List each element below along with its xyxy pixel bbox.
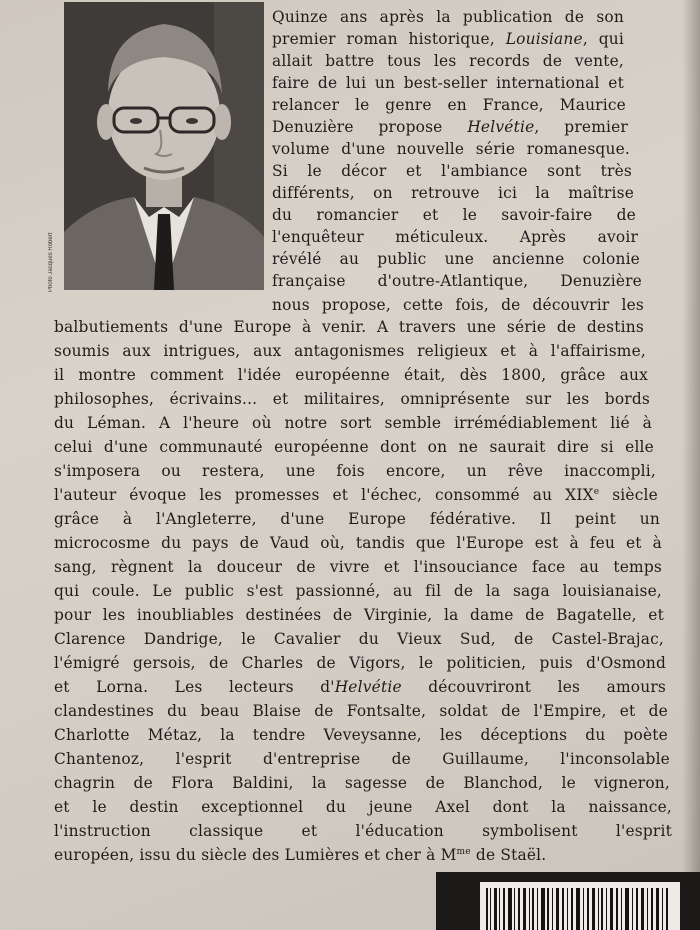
paragraph-line: nous propose, cette fois, de découvrir les <box>272 296 644 314</box>
paragraph-line: premier roman historique, Louisiane, qui <box>272 30 624 48</box>
paragraph-line: allait battre tous les records de vente, <box>272 52 624 70</box>
author-portrait-photo <box>64 2 264 290</box>
paragraph-line: microcosme du pays de Vaud où, tandis que l'Europe est à feu et à <box>54 534 662 552</box>
paragraph-line: faire de lui un best-seller international et <box>272 74 624 92</box>
paragraph-line: française d'outre-Atlantique, Denuzière <box>272 272 642 290</box>
paragraph-line: l'auteur évoque les promesses et l'échec, consommé au XIXe siècle <box>54 486 658 504</box>
paragraph-line: s'imposera ou restera, une fois encore, un rêve inaccompli, <box>54 462 656 480</box>
paragraph-line: sang, règnent la douceur de vivre et l'insouciance face au temps <box>54 558 662 576</box>
paragraph-line: du romancier et le savoir-faire de <box>272 206 636 224</box>
paragraph-line: l'émigré gersois, de Charles de Vigors, le politicien, puis d'Osmond <box>54 654 666 672</box>
paragraph-line: l'instruction classique et l'éducation symbolisent l'esprit <box>54 822 672 840</box>
paragraph-line: pour les inoubliables destinées de Virginie, la dame de Bagatelle, et <box>54 606 664 624</box>
paragraph-line: Denuzière propose Helvétie, premier <box>272 118 628 136</box>
paragraph-line: Quinze ans après la publication de son <box>272 8 624 26</box>
barcode-area <box>436 872 700 930</box>
paragraph-line: clandestines du beau Blaise de Fontsalte, soldat de l'Empire, et de <box>54 702 668 720</box>
paragraph-line: Clarence Dandrige, le Cavalier du Vieux Sud, de Castel-Brajac, <box>54 630 664 648</box>
paragraph-line: l'enquêteur méticuleux. Après avoir <box>272 228 638 246</box>
barcode-icon <box>480 882 680 930</box>
paragraph-line: philosophes, écrivains... et militaires, omniprésente sur les bords <box>54 390 650 408</box>
paragraph-line: Charlotte Métaz, la tendre Veveysanne, les déceptions du poète <box>54 726 668 744</box>
paragraph-line: volume d'une nouvelle série romanesque. <box>272 140 630 158</box>
paragraph-line: du Léman. A l'heure où notre sort semble irrémédiablement lié à <box>54 414 652 432</box>
photo-credit: Photo Jacques Robert <box>48 232 54 292</box>
paragraph-line: relancer le genre en France, Maurice <box>272 96 626 114</box>
paragraph-line-last: européen, issu du siècle des Lumières et cher à $M^{me}$ de Staël. <box>54 846 547 864</box>
paragraph-line: celui d'une communauté européenne dont on ne saurait dire si elle <box>54 438 654 456</box>
paragraph-line: Si le décor et l'ambiance sont très <box>272 162 632 180</box>
paragraph-line: Chantenoz, l'esprit d'entreprise de Guillaume, l'inconsolable <box>54 750 670 768</box>
paragraph-line: et Lorna. Les lecteurs d'Helvétie découvriront les amours <box>54 678 667 696</box>
paragraph-line: et le destin exceptionnel du jeune Axel dont la naissance, <box>54 798 672 816</box>
author-photo-block <box>48 2 264 292</box>
page-edge-shadow <box>682 0 700 930</box>
paragraph-line: chagrin de Flora Baldini, la sagesse de Blanchod, le vigneron, <box>54 774 670 792</box>
paragraph-line: il montre comment l'idée européenne était, dès 1800, grâce aux <box>54 366 648 384</box>
paragraph-line: différents, on retrouve ici la maîtrise <box>272 184 634 202</box>
portrait-illustration <box>64 2 264 290</box>
paragraph-line: révélé au public une ancienne colonie <box>272 250 640 268</box>
paragraph-line: qui coule. Le public s'est passionné, au fil de la saga louisianaise, <box>54 582 662 600</box>
paragraph-line: grâce à l'Angleterre, d'une Europe fédérative. Il peint un <box>54 510 660 528</box>
paragraph-line: soumis aux intrigues, aux antagonismes religieux et à l'affairisme, <box>54 342 646 360</box>
paragraph-line: balbutiements d'une Europe à venir. A travers une série de destins <box>54 318 644 336</box>
